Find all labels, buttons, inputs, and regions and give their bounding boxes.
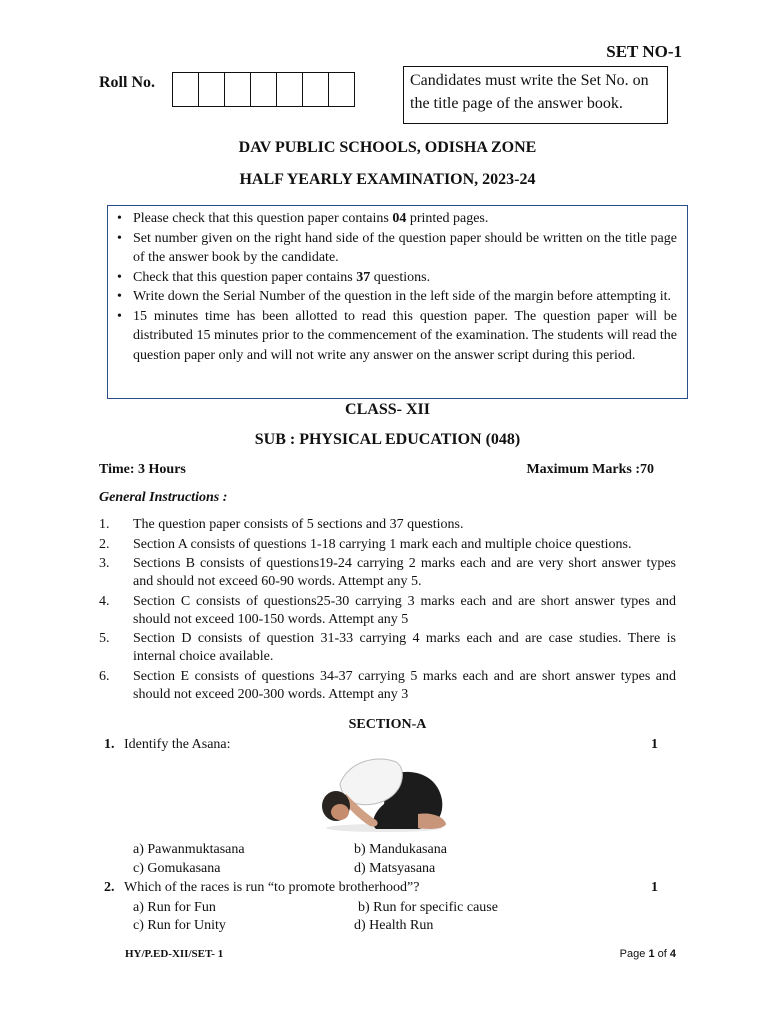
roll-number-label: Roll No. xyxy=(99,74,155,91)
question-1 xyxy=(104,737,231,753)
question-number: 2. xyxy=(104,880,115,895)
set-number: SET NO-1 xyxy=(606,42,682,61)
instructions-box xyxy=(107,205,688,399)
subject-heading: SUB : PHYSICAL EDUCATION (048) xyxy=(254,431,521,448)
roll-box xyxy=(172,72,199,107)
q2-option-a: a) Run for Fun xyxy=(133,900,216,915)
roll-box xyxy=(302,72,329,107)
q1-option-a: a) Pawanmuktasana xyxy=(133,842,245,857)
instruction-text: Check that this question paper contains xyxy=(133,269,357,285)
general-instructions-list xyxy=(99,516,676,705)
q2-option-b: b) Run for specific cause xyxy=(358,900,498,915)
general-instructions-title: General Instructions : xyxy=(99,490,228,505)
instruction-bold: 04 xyxy=(392,211,407,226)
gi-number: 4. xyxy=(99,593,110,609)
instruction-item xyxy=(133,307,687,366)
gi-number: 6. xyxy=(99,668,110,684)
instruction-item xyxy=(133,229,687,268)
instruction-text: 15 minutes time has been allotted to read this question paper. The question paper will be distributed 15 minutes prior to the commencement of the examination. The students will read the question paper only and will not write any answer on the answer script during this period. xyxy=(133,308,677,363)
roll-box xyxy=(328,72,355,107)
question-marks: 1 xyxy=(651,880,658,895)
gi-text: Section D consists of question 31-33 carrying 4 marks each and are case studies. There is internal choice available. xyxy=(133,631,676,664)
footer-code: HY/P.ED-XII/SET- 1 xyxy=(125,948,224,960)
page-number: 1 xyxy=(648,948,655,960)
gi-text: Section E consists of questions 34-37 carrying 5 marks each and are short answer types and should not exceed 200-300 words. Attempt any 3 xyxy=(133,668,676,702)
page-total: 4 xyxy=(669,948,676,960)
instruction-text: printed pages. xyxy=(406,211,489,226)
instruction-item xyxy=(133,268,687,288)
q2-option-c: c) Run for Unity xyxy=(133,918,226,933)
section-a-heading: SECTION-A xyxy=(348,717,427,732)
general-instruction xyxy=(99,668,676,704)
roll-box xyxy=(198,72,225,107)
instruction-item xyxy=(133,287,687,307)
question-text: Which of the races is run “to promote brotherhood”? xyxy=(124,880,420,895)
page-of: of xyxy=(657,948,667,960)
q1-option-d: d) Matsyasana xyxy=(354,861,436,876)
page-label: Page xyxy=(619,948,646,960)
roll-box xyxy=(276,72,303,107)
question-2 xyxy=(104,880,419,896)
gi-number: 3. xyxy=(99,556,110,571)
q2-option-d: d) Health Run xyxy=(354,918,434,933)
gi-text: The question paper consists of 5 sections and 37 questions. xyxy=(133,517,464,532)
page-indicator xyxy=(620,948,676,960)
instruction-text: Write down the Serial Number of the question in the left side of the margin before attempting it. xyxy=(133,289,672,304)
question-marks: 1 xyxy=(651,737,658,752)
roll-box xyxy=(224,72,251,107)
question-text: Identify the Asana: xyxy=(124,737,231,752)
school-title: DAV PUBLIC SCHOOLS, ODISHA ZONE xyxy=(238,139,537,156)
general-instruction xyxy=(99,555,676,591)
gi-text: Section C consists of questions25-30 carrying 3 marks each and are short answer types and should not exceed 100-150 words. Attempt any 5 xyxy=(133,593,676,627)
exam-title: HALF YEARLY EXAMINATION, 2023-24 xyxy=(239,171,536,188)
instruction-item xyxy=(133,209,687,229)
gi-number: 2. xyxy=(99,536,110,552)
gi-number: 5. xyxy=(99,631,110,646)
instruction-text: Set number given on the right hand side of the question paper should be written on the title page of the answer book by the candidate. xyxy=(133,230,677,265)
roll-number-boxes xyxy=(172,72,354,107)
general-instruction xyxy=(99,630,676,666)
class-heading: CLASS- XII xyxy=(345,401,430,418)
instruction-bold: 37 xyxy=(356,269,371,285)
set-note-box: Candidates must write the Set No. on the title page of the answer book. xyxy=(403,66,668,124)
instruction-text: questions. xyxy=(370,269,431,285)
gi-text: Section A consists of questions 1-18 carrying 1 mark each and multiple choice questions. xyxy=(133,536,632,552)
question-number: 1. xyxy=(104,737,115,752)
time-label: Time: 3 Hours xyxy=(99,462,186,477)
general-instruction xyxy=(99,516,676,534)
gi-number: 1. xyxy=(99,517,110,532)
q1-option-b: b) Mandukasana xyxy=(354,842,447,857)
general-instruction xyxy=(99,536,676,554)
general-instruction xyxy=(99,593,676,629)
roll-box xyxy=(250,72,277,107)
instruction-text: Please check that this question paper contains xyxy=(133,211,393,226)
gi-text: Sections B consists of questions19-24 carrying 2 marks each and are very short answer types and should not exceed 60-90 words. Attempt any 5. xyxy=(133,556,676,589)
asana-pose-figure xyxy=(318,754,450,832)
max-marks-label: Maximum Marks :70 xyxy=(526,462,654,477)
q1-option-c: c) Gomukasana xyxy=(133,861,221,876)
